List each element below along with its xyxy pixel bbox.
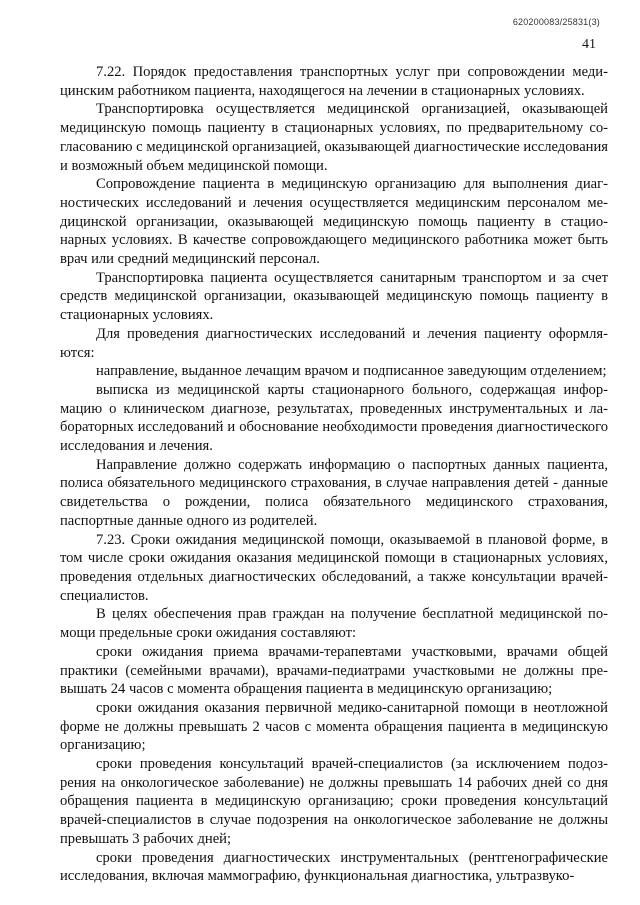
paragraph-medical-extract: выписка из медицинской карты стационарного больного, содержащая информацию о клиническом диагнозе, результатах, проведенных инструментальных и лабораторных исследований и обоснование необходимости проведения диагностического исследования и лечения. <box>60 381 608 455</box>
paragraph-specialist-consultation: сроки проведения консультаций врачей-специалистов (за исключением подозрения на онкологическое заболевание) не должны превышать 14 рабочих дней со дня обращения пациента в медицинскую организацию; сроки проведения консультаций врачей-специалистов в случае подозрения на онкологическое заболевание не должны превышать 3 рабочих дней; <box>60 756 608 847</box>
paragraph-section-7-22-title: 7.22. Порядок предоставления транспортных услуг при сопровождении медицинским работником пациента, находящегося на лечении в стационарных условиях. <box>60 64 608 99</box>
paragraph-waiting-times-intro: В целях обеспечения прав граждан на получение бесплатной медицинской помощи предельные сроки ожидания составляют: <box>60 606 608 642</box>
paragraph-documents-intro: Для проведения диагностических исследований и лечения пациенту оформляются: <box>60 325 608 361</box>
document-id: 620200083/25831(3) <box>512 17 600 27</box>
paragraph-transport-organization: Транспортировка осуществляется медицинской организацией, оказывающей медицинскую помощь пациенту в стационарных условиях, по предварительному согласованию с медицинской организацией, оказывающей диагностические исследования и возможный объем медицинской помощи. <box>60 101 608 174</box>
paragraph-escort: Сопровождение пациента в медицинскую организацию для выполнения диагностических исследований и лечения осуществляется медицинским персоналом медицинской организации, оказывающей медицинскую помощь пациенту в стационарных условиях. В качестве сопровождающего медицинского работника может быть врач или средний медицинский персонал. <box>60 176 608 268</box>
paragraph-urgent-care-waiting: сроки ожидания оказания первичной медико-санитарной помощи в неотложной форме не должны превышать 2 часов с момента обращения пациента в медицинскую организацию; <box>60 699 608 754</box>
paragraph-referral: направление, выданное лечащим врачом и подписанное заведующим отделением; <box>96 363 607 380</box>
paragraph-section-7-23-title: 7.23. Сроки ожидания медицинской помощи, оказываемой в плановой форме, в том числе сроки ожидания оказания медицинской помощи в стационарных условиях, проведения отдельных диагностических обследований, а также консультации врачей-специалистов. <box>60 531 608 604</box>
paragraph-referral-content: Направление должно содержать информацию о паспортных данных пациента, полиса обязательного медицинского страхования, в случае направления детей - данные свидетельства о рождении, полиса обязательного медицинского страхования, паспортные данные одного из родителей. <box>60 456 608 529</box>
document-body <box>60 63 608 886</box>
paragraph-sanitary-transport: Транспортировка пациента осуществляется санитарным транспортом и за счет средств медицинской организации, оказывающей медицинскую помощь пациенту в стационарных условиях. <box>60 269 608 324</box>
paragraph-therapist-waiting: сроки ожидания приема врачами-терапевтами участковыми, врачами общей практики (семейными врачами), врачами-педиатрами участковыми не должны превышать 24 часов с момента обращения пациента в медицинскую организацию; <box>60 643 608 698</box>
page-number: 41 <box>582 37 596 52</box>
paragraph-diagnostics-waiting: сроки проведения диагностических инструментальных (рентгенографические исследования, включая маммографию, функциональная диагностика, ультразвуко- <box>60 849 608 885</box>
